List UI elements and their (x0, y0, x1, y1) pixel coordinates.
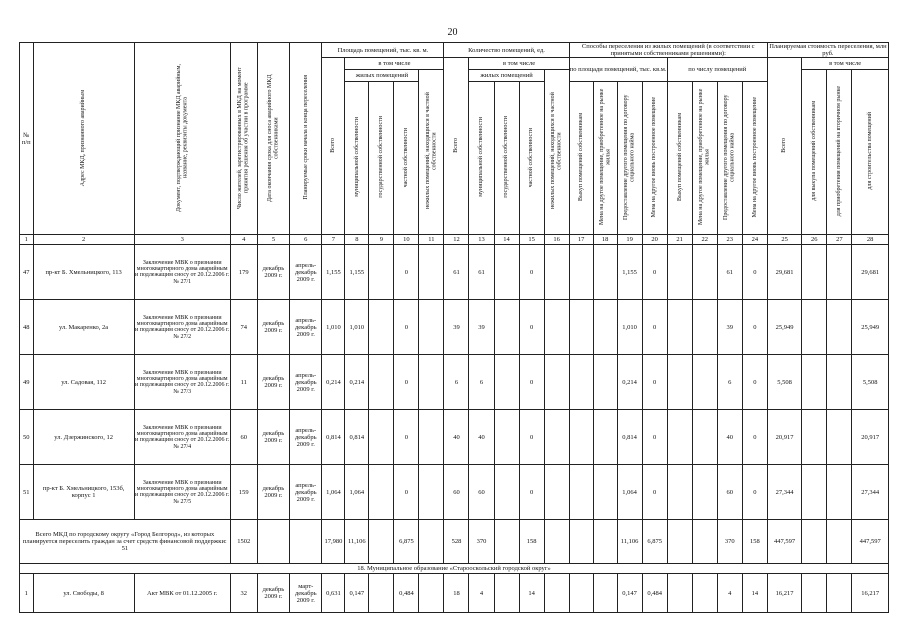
table-cell: 40 (469, 410, 494, 465)
table-cell: 20,917 (852, 410, 889, 465)
header-n-exchange-new: Мена на другое вновь построенное помещение (742, 82, 767, 235)
summary-label: Всего МКД по городскому округу «Город Белгород», из которых планируется переселить граждан за счет средств финансовой поддержки: 51 (20, 520, 231, 564)
column-number: 23 (717, 235, 742, 245)
column-number: 6 (290, 235, 322, 245)
table-cell: 74 (230, 300, 257, 355)
summary-cell: 370 (469, 520, 494, 564)
summary-cell: 1502 (230, 520, 257, 564)
header-n-social-lease: Предоставление другого помещения по договору социального найма (717, 82, 742, 235)
table-cell: декабрь 2009 г. (257, 300, 289, 355)
table-row (20, 410, 889, 465)
header-m-social-lease: Предоставление другого помещения по договору социального найма (617, 82, 642, 235)
table-cell: 14 (519, 574, 544, 613)
table-cell: апрель-декабрь 2009 г. (290, 245, 322, 300)
header-by-area: по площади помещений, тыс. кв.м. (569, 58, 667, 82)
page-number: 20 (447, 27, 458, 38)
table-cell (569, 465, 593, 520)
header-area-group: Площадь помещений, тыс. кв. м. (322, 43, 444, 58)
table-cell (494, 355, 519, 410)
table-cell (827, 355, 852, 410)
table-cell: 0,814 (617, 410, 642, 465)
table-cell: Акт МВК от 01.12.2005 г. (134, 574, 230, 613)
table-cell: 0,484 (394, 574, 419, 613)
header-area-state: государственной собственности (369, 82, 394, 235)
table-cell: 14 (742, 574, 767, 613)
table-cell: 0 (742, 465, 767, 520)
header-count-total: Всего (444, 58, 469, 235)
table-cell: ул. Дзержинского, 12 (33, 410, 134, 465)
column-number: 2 (33, 235, 134, 245)
table-cell: 1,010 (345, 300, 369, 355)
table-cell: 0 (519, 300, 544, 355)
table-cell (667, 465, 692, 520)
header-planned-dates: Планируемые сроки начала и конца переселения (290, 43, 322, 235)
table-cell: 0,214 (322, 355, 345, 410)
last-row (20, 574, 889, 613)
header-m-exchange-new: Мена на другое вновь построенное помещение (642, 82, 667, 235)
table-cell (667, 574, 692, 613)
header-count-residential: жилых помещений (469, 70, 544, 82)
table-cell (802, 245, 827, 300)
table-cell (419, 355, 444, 410)
table-cell: 0,214 (345, 355, 369, 410)
column-number: 3 (134, 235, 230, 245)
table-cell: 6 (469, 355, 494, 410)
table-cell (802, 574, 827, 613)
table-cell: 0,814 (322, 410, 345, 465)
header-area-nonresidential: нежилых помещений, находящихся в частной собственности (419, 70, 444, 235)
table-cell: 1,155 (322, 245, 345, 300)
table-cell: ул. Макаренко, 2а (33, 300, 134, 355)
table-cell: 27,344 (852, 465, 889, 520)
table-cell: 18 (444, 574, 469, 613)
table-cell: 1,064 (345, 465, 369, 520)
table-cell: Заключение МВК о признании многоквартирного дома аварийным и подлежащим сносу от 20.12.2006 г. № 27/2 (134, 300, 230, 355)
table-row (20, 355, 889, 410)
section-title: 18. Муниципальное образование «Старооскольский городской округ» (20, 564, 889, 574)
column-number: 14 (494, 235, 519, 245)
header-area-private: частной собственности (394, 82, 419, 235)
table-cell: 4 (469, 574, 494, 613)
table-cell (667, 300, 692, 355)
header-by-count: по числу помещений (667, 58, 767, 82)
table-row (20, 245, 889, 300)
header-cost-total: Всего (767, 58, 801, 235)
table-cell: 179 (230, 245, 257, 300)
table-cell: 0 (394, 355, 419, 410)
table-cell: декабрь 2009 г. (257, 574, 289, 613)
table-cell: 11 (230, 355, 257, 410)
column-number: 11 (419, 235, 444, 245)
table-cell: 0 (742, 300, 767, 355)
header-cost-market: для приобретения помещений на вторичном рынке (827, 70, 852, 235)
table-cell: 0 (519, 465, 544, 520)
table-cell: 1,155 (617, 245, 642, 300)
summary-cell (544, 520, 569, 564)
column-number: 10 (394, 235, 419, 245)
summary-cell: 17,980 (322, 520, 345, 564)
column-number: 15 (519, 235, 544, 245)
header-cost-build: для строительства помещений (852, 70, 889, 235)
column-number: 26 (802, 235, 827, 245)
summary-cell: 447,597 (852, 520, 889, 564)
column-number: 28 (852, 235, 889, 245)
table-cell: 20,917 (767, 410, 801, 465)
table-cell: 61 (717, 245, 742, 300)
table-cell (419, 300, 444, 355)
table-cell: декабрь 2009 г. (257, 245, 289, 300)
column-number: 4 (230, 235, 257, 245)
table-cell: 40 (717, 410, 742, 465)
table-cell (593, 465, 617, 520)
table-cell: 0 (394, 300, 419, 355)
table-cell (593, 300, 617, 355)
table-cell (593, 574, 617, 613)
header-cost-incl: в том числе (802, 58, 889, 70)
table-cell: 0 (394, 465, 419, 520)
summary-cell (593, 520, 617, 564)
summary-cell: 158 (519, 520, 544, 564)
table-cell (569, 245, 593, 300)
column-number-row (20, 235, 889, 245)
table-cell: 1,010 (617, 300, 642, 355)
table-cell: 61 (444, 245, 469, 300)
table-cell: март-декабрь 2009 г. (290, 574, 322, 613)
summary-cell (692, 520, 717, 564)
table-cell: апрель-декабрь 2009 г. (290, 300, 322, 355)
table-cell: апрель-декабрь 2009 г. (290, 355, 322, 410)
table-cell: 60 (717, 465, 742, 520)
table-cell: 0 (642, 410, 667, 465)
table-cell (692, 410, 717, 465)
column-number: 17 (569, 235, 593, 245)
column-number: 8 (345, 235, 369, 245)
table-cell (419, 410, 444, 465)
table-cell: ул. Свободы, 8 (33, 574, 134, 613)
table-cell: 0 (742, 355, 767, 410)
table-cell (369, 574, 394, 613)
table-cell: 0 (394, 410, 419, 465)
header-count-municipal: муниципальной собственности (469, 82, 494, 235)
table-cell (692, 574, 717, 613)
section-row (20, 564, 889, 574)
table-cell (369, 245, 394, 300)
table-cell: 4 (717, 574, 742, 613)
table-cell: декабрь 2009 г. (257, 410, 289, 465)
table-cell (369, 300, 394, 355)
table-cell: 0 (642, 355, 667, 410)
table-cell (369, 355, 394, 410)
column-number: 7 (322, 235, 345, 245)
table-cell: 25,949 (767, 300, 801, 355)
header-count-nonresidential: нежилых помещений, находящихся в частной собственности (544, 70, 569, 235)
summary-cell: 447,597 (767, 520, 801, 564)
table-cell (593, 355, 617, 410)
table-cell (802, 300, 827, 355)
column-number: 22 (692, 235, 717, 245)
header-cost-buyout: для выкупа помещений собственникам (802, 70, 827, 235)
table-row (20, 465, 889, 520)
table-cell: 48 (20, 300, 34, 355)
summary-cell: 6,875 (394, 520, 419, 564)
table-cell: 0 (519, 355, 544, 410)
column-number: 20 (642, 235, 667, 245)
summary-cell (802, 520, 827, 564)
table-cell: 0,631 (322, 574, 345, 613)
summary-row (20, 520, 889, 564)
table-cell (667, 410, 692, 465)
header-area-municipal: муниципальной собственности (345, 82, 369, 235)
table-cell (544, 300, 569, 355)
table-cell (667, 355, 692, 410)
header-deadline: Дата окончания срока для сноса аварийного МКД собственниками (257, 43, 289, 235)
summary-cell: 158 (742, 520, 767, 564)
table-cell (802, 410, 827, 465)
table-cell: 39 (717, 300, 742, 355)
table-cell: 5,508 (767, 355, 801, 410)
table-cell: 25,949 (852, 300, 889, 355)
column-number: 19 (617, 235, 642, 245)
table-cell (544, 410, 569, 465)
table-cell: 60 (230, 410, 257, 465)
table-cell: 32 (230, 574, 257, 613)
table-cell: 27,344 (767, 465, 801, 520)
table-row (20, 574, 889, 613)
header-count-group: Количество помещений, ед. (444, 43, 569, 58)
table-cell: 0 (519, 410, 544, 465)
table-cell (593, 410, 617, 465)
table-cell: пр-кт Б. Хмельницкого, 153б, корпус 1 (33, 465, 134, 520)
column-number: 25 (767, 235, 801, 245)
table-cell: 0 (742, 410, 767, 465)
table-cell (692, 300, 717, 355)
table-cell: апрель-декабрь 2009 г. (290, 410, 322, 465)
table-cell (593, 245, 617, 300)
table-cell (544, 465, 569, 520)
table-cell (692, 355, 717, 410)
table-cell (494, 465, 519, 520)
table-cell: 39 (444, 300, 469, 355)
table-cell (667, 245, 692, 300)
table-cell: ул. Садовая, 112 (33, 355, 134, 410)
header-area-total: Всего (322, 58, 345, 235)
table-cell: 6 (444, 355, 469, 410)
table-cell (827, 245, 852, 300)
table-cell (827, 300, 852, 355)
table-cell: 1,010 (322, 300, 345, 355)
table-cell: 0 (642, 245, 667, 300)
data-rows (20, 245, 889, 520)
resettlement-table (19, 42, 889, 613)
table-cell: 1,155 (345, 245, 369, 300)
table-cell: 50 (20, 410, 34, 465)
table-cell: 0,814 (345, 410, 369, 465)
table-cell: 60 (469, 465, 494, 520)
header-no: № п/п (20, 43, 34, 235)
table-cell (827, 574, 852, 613)
header-residents: Число жителей, зарегистрированных в МКД на момент принятия решения об участии в программе (230, 43, 257, 235)
table-cell: 0 (394, 245, 419, 300)
header-cost-group: Планируемая стоимость переселения, млн руб. (769, 43, 887, 58)
table-cell (569, 355, 593, 410)
table-cell: декабрь 2009 г. (257, 465, 289, 520)
summary-cell (369, 520, 394, 564)
table-cell (544, 574, 569, 613)
header-methods-group: Способы переселения из жилых помещений (в соответствии с принятыми собственниками решениями): (569, 43, 767, 58)
table-cell (494, 574, 519, 613)
table-cell: 1,064 (617, 465, 642, 520)
table-cell (827, 410, 852, 465)
table-cell (369, 410, 394, 465)
table-row (20, 300, 889, 355)
table-cell: декабрь 2009 г. (257, 355, 289, 410)
table-cell: 16,217 (767, 574, 801, 613)
table-cell: 47 (20, 245, 34, 300)
table-cell (569, 574, 593, 613)
table-cell: 5,508 (852, 355, 889, 410)
table-cell: Заключение МВК о признании многоквартирного дома аварийным и подлежащим сносу от 20.12.2006 г. № 27/3 (134, 355, 230, 410)
summary-cell: 11,106 (345, 520, 369, 564)
summary-cell (257, 520, 289, 564)
column-number: 13 (469, 235, 494, 245)
table-cell (494, 410, 519, 465)
table-cell: апрель-декабрь 2009 г. (290, 465, 322, 520)
summary-cell (827, 520, 852, 564)
summary-cell (290, 520, 322, 564)
summary-cell (667, 520, 692, 564)
table-cell: 0 (519, 245, 544, 300)
header-n-exchange-market: Мена на другое помещение, приобретенное на рынке жилья (692, 82, 717, 235)
summary-cell: 6,875 (642, 520, 667, 564)
table-cell: 49 (20, 355, 34, 410)
header-address: Адрес МКД, признанного аварийным (33, 43, 134, 235)
table-cell (494, 300, 519, 355)
table-cell (827, 465, 852, 520)
table-cell (544, 245, 569, 300)
table-cell: 0 (642, 465, 667, 520)
summary-cell (569, 520, 593, 564)
column-number: 1 (20, 235, 34, 245)
column-number: 5 (257, 235, 289, 245)
table-cell: 6 (717, 355, 742, 410)
column-number: 24 (742, 235, 767, 245)
header-area-incl: в том числе (345, 58, 444, 70)
header-count-state: государственной собственности (494, 82, 519, 235)
summary-cell: 528 (444, 520, 469, 564)
table-cell (419, 465, 444, 520)
table-cell: 60 (444, 465, 469, 520)
table-cell (569, 410, 593, 465)
summary-cell: 370 (717, 520, 742, 564)
table-cell (419, 245, 444, 300)
table-cell: 29,681 (767, 245, 801, 300)
table-cell (802, 465, 827, 520)
column-number: 12 (444, 235, 469, 245)
column-number: 16 (544, 235, 569, 245)
table-cell (802, 355, 827, 410)
summary-cell: 11,106 (617, 520, 642, 564)
table-cell: Заключение МВК о признании многоквартирного дома аварийным и подлежащим сносу от 20.12.2006 г. № 27/1 (134, 245, 230, 300)
table-cell: 0,147 (345, 574, 369, 613)
table-cell: Заключение МВК о признании многоквартирного дома аварийным и подлежащим сносу от 20.12.2006 г. № 27/4 (134, 410, 230, 465)
header-count-private: частной собственности (519, 82, 544, 235)
table-cell (369, 465, 394, 520)
header-document: Документ, подтверждающий признание МКД аварийным, название, реквизиты документа (134, 43, 230, 235)
table-cell (692, 245, 717, 300)
header-count-incl: в том числе (469, 58, 569, 70)
table-cell: Заключение МВК о признании многоквартирного дома аварийным и подлежащим сносу от 20.12.2006 г. № 27/5 (134, 465, 230, 520)
table-cell: пр-кт Б. Хмельницкого, 113 (33, 245, 134, 300)
table-cell: 159 (230, 465, 257, 520)
table-cell (569, 300, 593, 355)
table-cell: 0,147 (617, 574, 642, 613)
column-number: 21 (667, 235, 692, 245)
summary-cell (419, 520, 444, 564)
table-cell: 40 (444, 410, 469, 465)
table-cell (494, 245, 519, 300)
table-cell: 1 (20, 574, 34, 613)
header-area-residential: жилых помещений (345, 70, 419, 82)
column-number: 9 (369, 235, 394, 245)
table-cell: 0 (742, 245, 767, 300)
table-cell: 0,214 (617, 355, 642, 410)
table-cell: 51 (20, 465, 34, 520)
summary-cell (494, 520, 519, 564)
table-cell: 16,217 (852, 574, 889, 613)
table-cell: 29,681 (852, 245, 889, 300)
column-number: 18 (593, 235, 617, 245)
table-cell: 1,064 (322, 465, 345, 520)
header-m-buyout: Выкуп помещений собственникам (569, 82, 593, 235)
table-cell: 0 (642, 300, 667, 355)
header-m-exchange-market: Мена на другое помещение, приобретенное на рынке жилья (593, 82, 617, 235)
header-n-buyout: Выкуп помещений собственникам (667, 82, 692, 235)
table-cell: 0,484 (642, 574, 667, 613)
table-cell: 39 (469, 300, 494, 355)
column-number: 27 (827, 235, 852, 245)
table-cell (544, 355, 569, 410)
table-cell (419, 574, 444, 613)
table-cell: 61 (469, 245, 494, 300)
table-cell (692, 465, 717, 520)
